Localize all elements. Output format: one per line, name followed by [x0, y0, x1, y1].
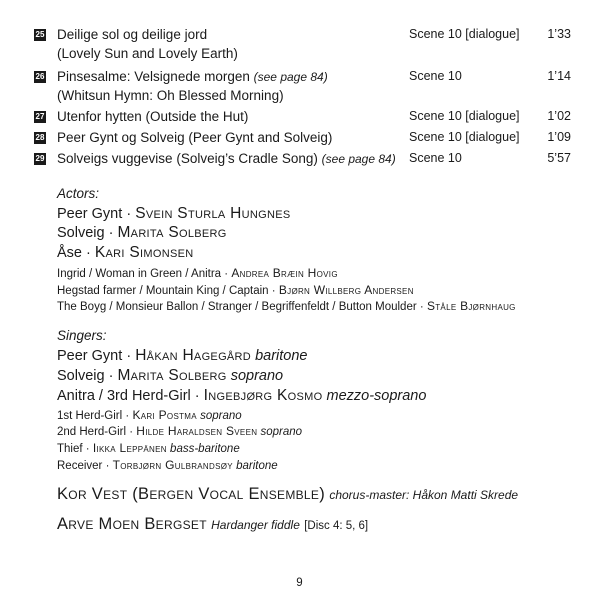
separator: · — [271, 285, 276, 297]
voice-type: soprano — [200, 410, 242, 422]
role: Åse — [57, 245, 82, 261]
role: Ingrid / Woman in Green / Anitra — [57, 268, 222, 280]
page-reference: (see page 84) — [321, 152, 396, 166]
separator: · — [125, 410, 130, 422]
performer-name: Marita Solberg — [117, 224, 227, 241]
role: Anitra / 3rd Herd-Girl — [57, 388, 191, 404]
track-title: Deilige sol og deilige jord — [57, 27, 208, 42]
role: 2nd Herd-Girl — [57, 426, 127, 438]
fiddle-credit — [57, 515, 368, 534]
separator: · — [129, 426, 134, 438]
performer-name: Ståle Bjørnhaug — [426, 299, 516, 313]
voice-type: soprano — [260, 426, 303, 438]
singer-credit — [57, 441, 240, 455]
performer-name: Kari Postma — [132, 408, 197, 422]
performer-name: Ingebjørg Kosmo — [203, 387, 323, 404]
track-title: Peer Gynt og Solveig (Peer Gynt and Solveig) — [57, 130, 333, 145]
actor-credit — [57, 283, 414, 297]
voice-type: baritone — [255, 348, 308, 364]
separator: · — [86, 245, 91, 261]
page-reference: (see page 84) — [253, 70, 328, 84]
performer-name: Marita Solberg — [117, 367, 227, 384]
track-row — [34, 149, 584, 170]
actor-credit — [57, 205, 290, 223]
separator: · — [85, 443, 90, 455]
track-scene: Scene 10 [dialogue] — [409, 130, 520, 144]
performer-name: Håkan Hagegård — [135, 347, 252, 364]
separator: · — [419, 301, 424, 313]
track-number: 26 — [35, 72, 45, 81]
singer-credit — [57, 387, 426, 405]
singer-credit — [57, 458, 278, 472]
actor-credit — [57, 224, 227, 242]
performer-name: Torbjørn Gulbrandsøy — [112, 458, 233, 472]
instrument: Hardanger fiddle — [211, 518, 300, 532]
separator: · — [194, 388, 200, 404]
chorus-master: chorus-master: Håkon Matti Skrede — [329, 488, 519, 502]
actor-credit — [57, 244, 193, 262]
performer-name: Hilde Haraldsen Sveen — [136, 424, 258, 438]
separator: · — [126, 206, 132, 222]
role: Solveig — [57, 368, 105, 384]
role: 1st Herd-Girl — [57, 410, 123, 422]
track-duration: 1’14 — [547, 69, 571, 83]
performer-name: Arve Moen Bergset — [57, 515, 207, 533]
role: Hegstad farmer / Mountain King / Captain — [57, 285, 269, 297]
track-row — [34, 25, 584, 65]
disc-reference: [Disc 4: 5, 6] — [304, 520, 369, 532]
singer-credit — [57, 347, 307, 365]
track-duration: 1’09 — [547, 130, 571, 144]
performer-name: Kari Simonsen — [94, 244, 194, 261]
voice-type: mezzo-soprano — [326, 388, 427, 404]
track-list — [34, 25, 584, 170]
separator: · — [108, 225, 114, 241]
singers-heading: Singers: — [57, 328, 107, 343]
track-row — [34, 67, 584, 107]
track-number: 27 — [35, 112, 45, 121]
performer-name: Svein Sturla Hungnes — [135, 205, 291, 222]
track-duration: 5’57 — [547, 151, 571, 165]
role: Peer Gynt — [57, 348, 123, 364]
separator: · — [105, 460, 110, 472]
page-number: 9 — [296, 577, 303, 589]
track-scene: Scene 10 [dialogue] — [409, 109, 520, 123]
separator: · — [108, 368, 114, 384]
ensemble-name: Kor Vest (Bergen Vocal Ensemble) — [57, 485, 325, 503]
actors-heading: Actors: — [57, 186, 100, 201]
role: Peer Gynt — [57, 206, 123, 222]
role: The Boyg / Monsieur Ballon / Stranger / Begriffenfeldt / Button Moulder — [57, 301, 417, 313]
voice-type: bass-baritone — [170, 443, 240, 455]
track-title-text: Solveigs vuggevise (Solveig’s Cradle Song) — [57, 151, 318, 166]
track-title — [57, 67, 328, 87]
performer-name: Andrea Bræin Hovig — [231, 266, 338, 280]
role: Receiver — [57, 460, 103, 472]
actor-credit — [57, 266, 338, 280]
performer-name: Iikka Leppänen — [92, 441, 167, 455]
role: Solveig — [57, 225, 105, 241]
voice-type: soprano — [230, 368, 284, 384]
role: Thief — [57, 443, 83, 455]
track-subtitle: (Whitsun Hymn: Oh Blessed Morning) — [57, 88, 284, 103]
track-title: Utenfor hytten (Outside the Hut) — [57, 109, 249, 124]
track-subtitle: (Lovely Sun and Lovely Earth) — [57, 46, 238, 61]
singer-credit — [57, 367, 283, 385]
voice-type: baritone — [236, 460, 278, 472]
track-number: 25 — [35, 30, 45, 39]
actor-credit — [57, 299, 516, 313]
track-row — [34, 128, 584, 149]
track-title — [57, 149, 396, 169]
track-duration: 1’02 — [547, 109, 571, 123]
separator: · — [224, 268, 229, 280]
singer-credit — [57, 424, 302, 438]
track-duration: 1’33 — [547, 27, 571, 41]
choir-credit — [57, 485, 518, 504]
performer-name: Bjørn Willberg Andersen — [278, 283, 414, 297]
track-title-text: Pinsesalme: Velsignede morgen — [57, 69, 250, 84]
track-scene: Scene 10 [dialogue] — [409, 27, 520, 41]
track-number: 28 — [35, 133, 45, 142]
singer-credit — [57, 408, 242, 422]
separator: · — [126, 348, 132, 364]
track-scene: Scene 10 — [409, 69, 462, 83]
track-row — [34, 107, 584, 128]
track-scene: Scene 10 — [409, 151, 462, 165]
track-number: 29 — [35, 154, 45, 163]
